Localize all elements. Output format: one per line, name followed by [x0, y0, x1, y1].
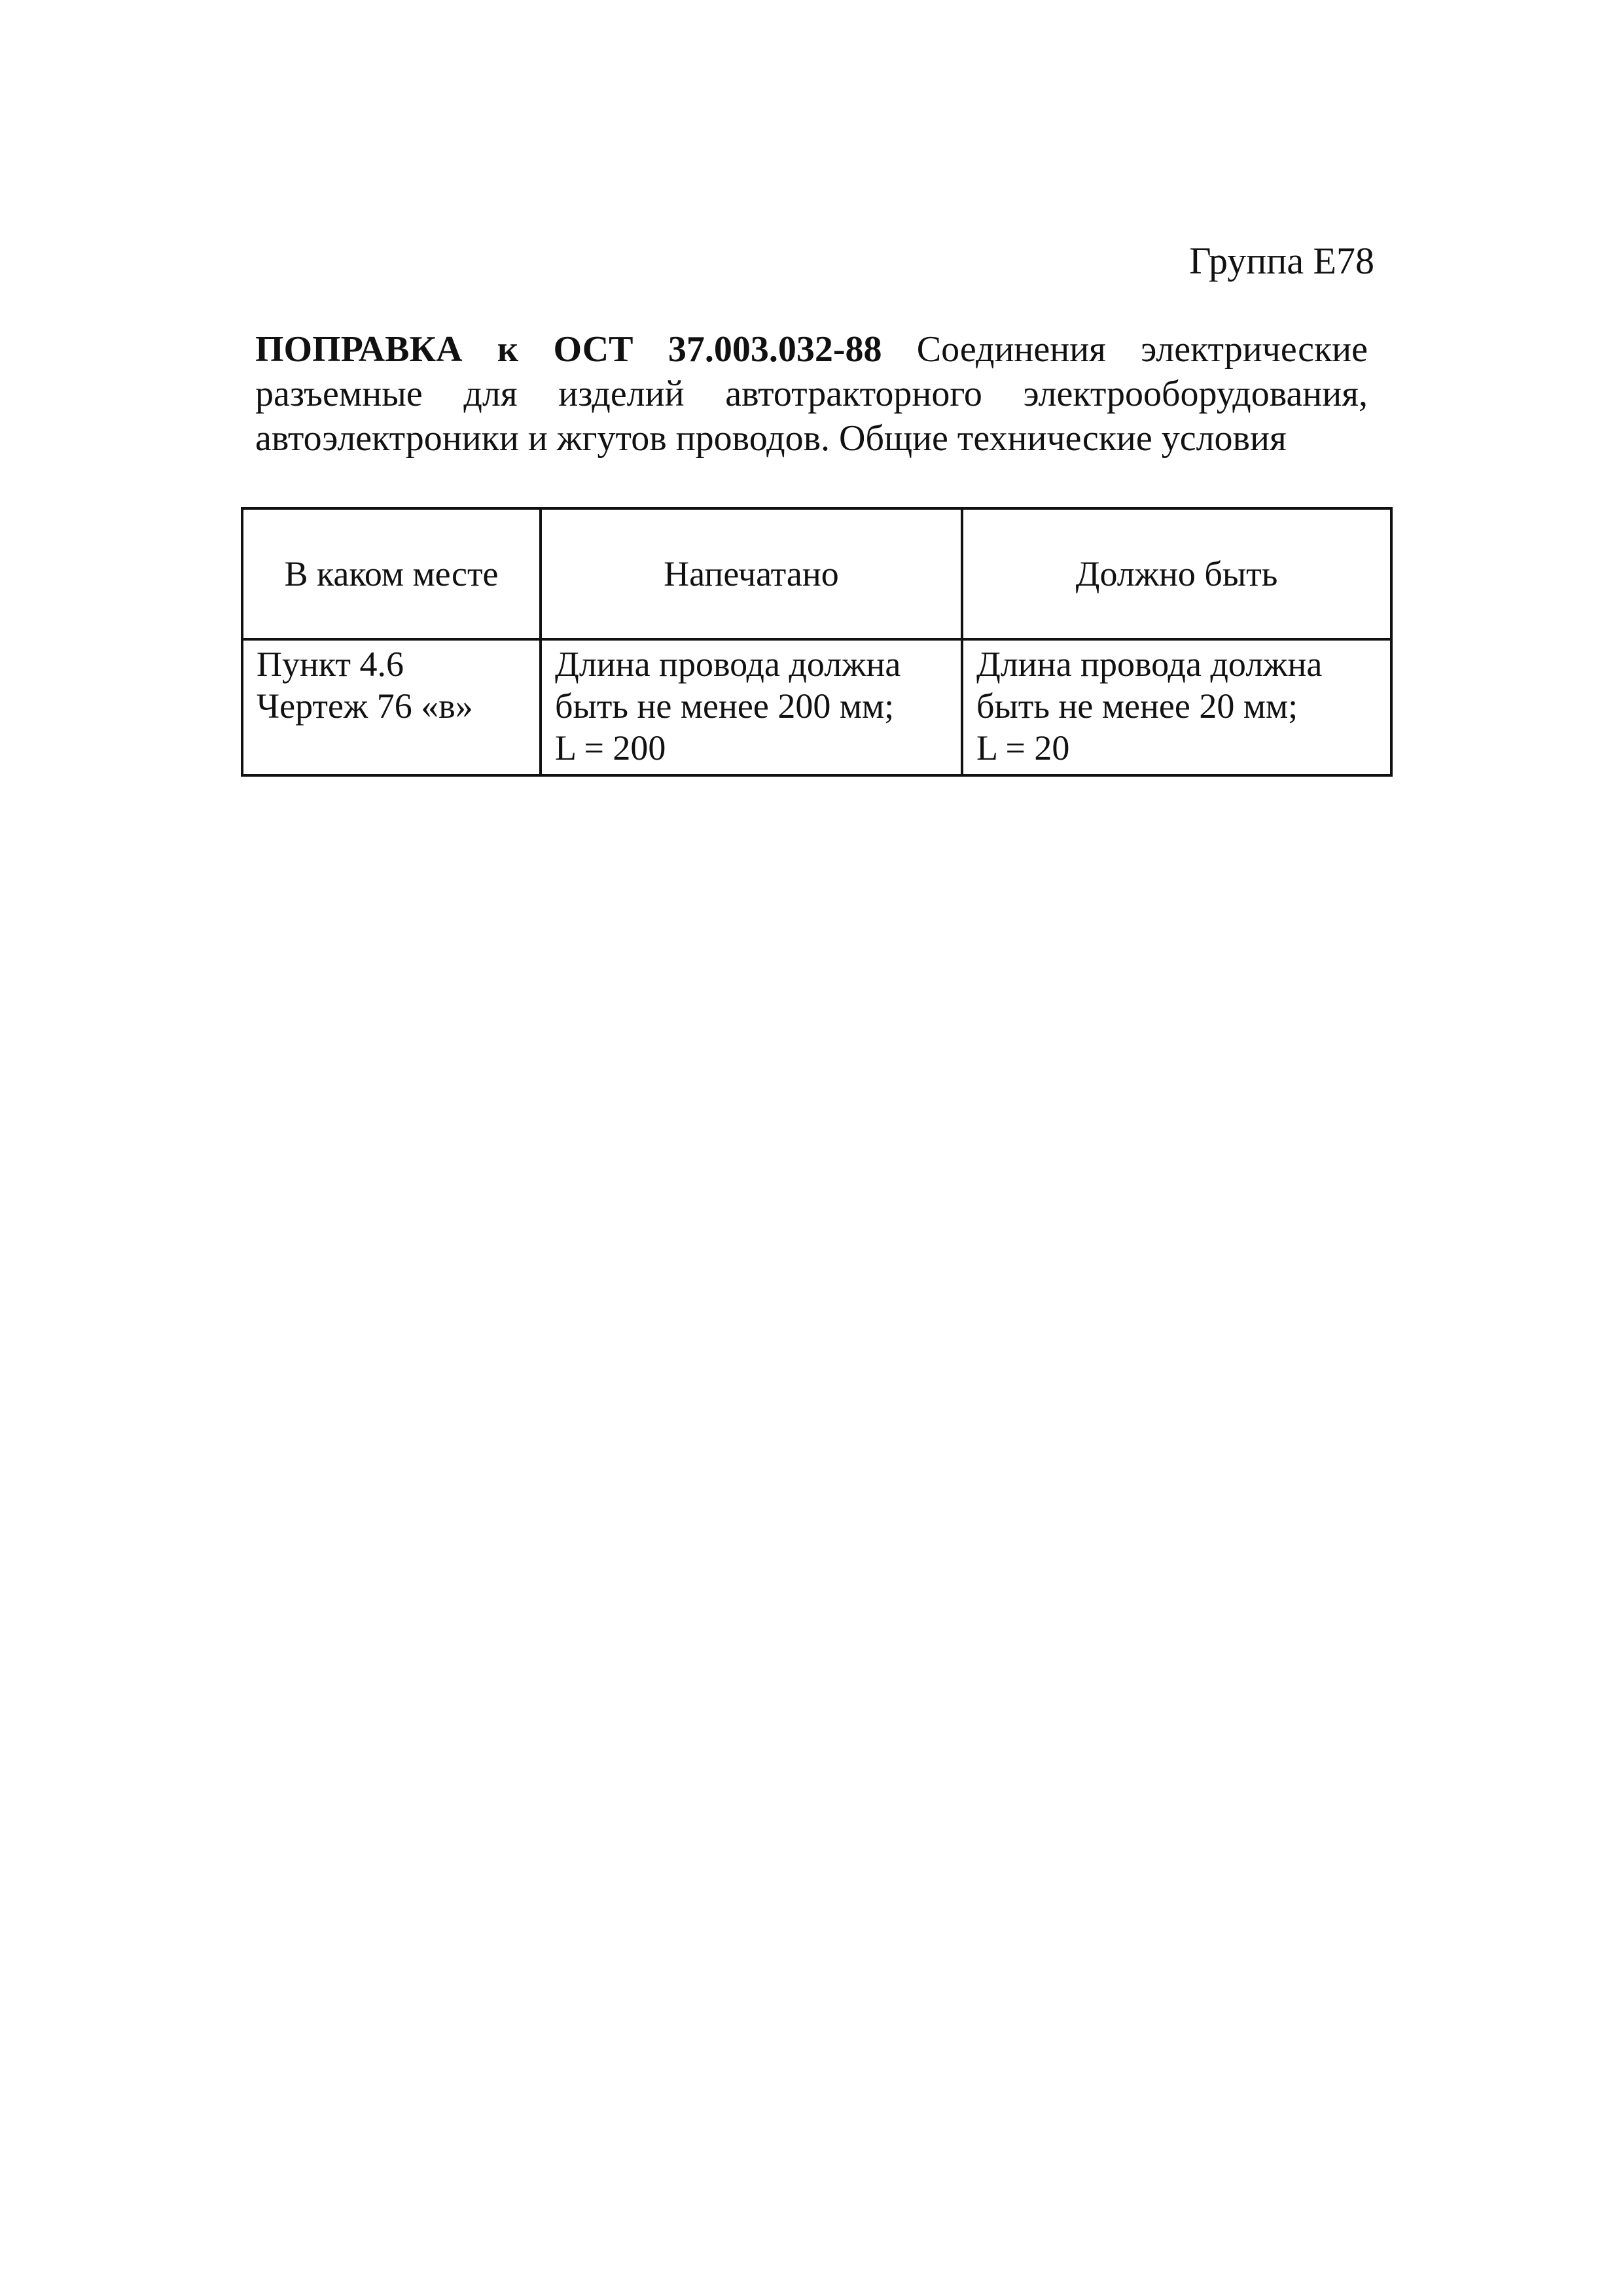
printed-line-3: L = 200	[555, 728, 666, 768]
group-label: Группа Е78	[1189, 239, 1374, 282]
should-be-line-2: быть не менее 20 мм;	[976, 686, 1298, 726]
printed-line-2: быть не менее 200 мм;	[555, 686, 895, 726]
should-be-line-1: Длина провода должна	[976, 645, 1323, 684]
header-printed: Напечатано	[541, 508, 962, 639]
table-header-row	[242, 508, 1391, 639]
standard-description: Соединения электрические разъемные для изделий автотракторного электрооборудования, автоэлектроники и жгутов проводов. Общие технические условия	[255, 329, 1368, 459]
place-line-2: Чертеж 76 «в»	[257, 686, 473, 726]
cell-should-be	[962, 639, 1391, 775]
should-be-line-3: L = 20	[976, 728, 1070, 768]
amendment-table	[241, 507, 1393, 777]
cell-place	[242, 639, 541, 775]
table-row	[242, 639, 1391, 775]
header-place: В каком месте	[242, 508, 541, 639]
amendment-title: ПОПРАВКА к ОСТ 37.003.032-88	[255, 329, 882, 370]
cell-printed	[541, 639, 962, 775]
header-should-be: Должно быть	[962, 508, 1391, 639]
place-line-1: Пункт 4.6	[257, 645, 404, 684]
document-heading	[255, 327, 1368, 461]
printed-line-1: Длина провода должна	[555, 645, 901, 684]
